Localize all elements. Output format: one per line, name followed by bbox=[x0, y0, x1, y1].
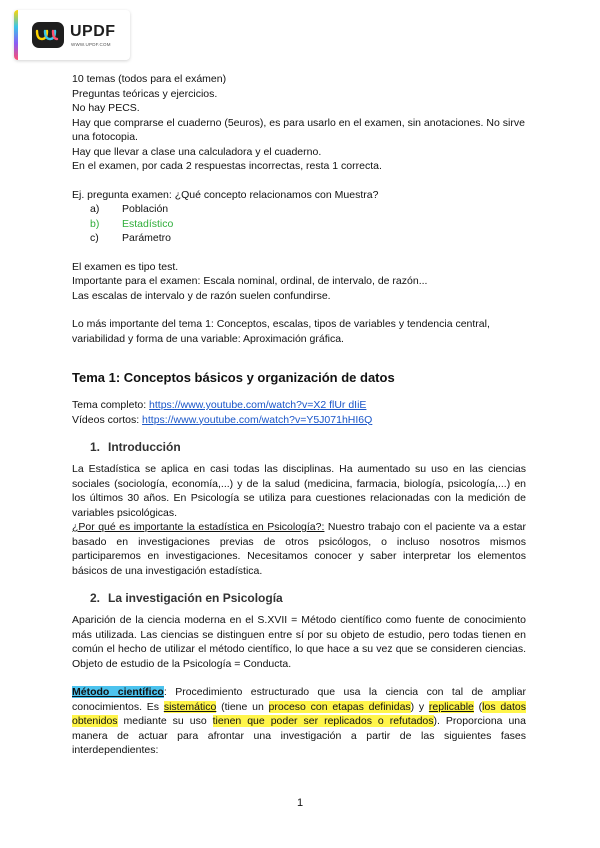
section1-question: ¿Por qué es importante la estadística en Psicología?: bbox=[72, 521, 325, 533]
highlight-datos: los datos obtenidos bbox=[72, 700, 527, 727]
page-number: 1 bbox=[296, 797, 304, 809]
option-text: Población bbox=[122, 203, 169, 215]
option-c bbox=[72, 231, 526, 246]
tema1-short-videos bbox=[72, 413, 526, 428]
logo-wordmark: UPDF bbox=[70, 23, 116, 40]
logo-url: WWW.UPDF.COM bbox=[71, 42, 111, 47]
section1-heading bbox=[72, 439, 526, 455]
section-title: La investigación en Psicología bbox=[108, 591, 283, 605]
intro-line: No hay PECS. bbox=[72, 102, 140, 114]
method-term: Método científico bbox=[72, 686, 164, 698]
short-videos-link[interactable]: https://www.youtube.com/watch?v=Y5J071hHI6Q bbox=[142, 413, 373, 426]
example-question: Ej. pregunta examen: ¿Qué concepto relacionamos con Muestra? bbox=[72, 188, 379, 201]
method-colon: : bbox=[163, 686, 167, 698]
method-text: ) y bbox=[410, 700, 429, 713]
method-text: (tiene un bbox=[216, 700, 269, 713]
option-label: b) bbox=[90, 217, 100, 230]
updf-logo-icon bbox=[32, 22, 64, 48]
tema1-full-video bbox=[72, 398, 526, 413]
exam-line: Las escalas de intervalo y de razón suelen confundirse. bbox=[72, 289, 331, 302]
intro-line: En el examen, por cada 2 respuestas incorrectas, resta 1 correcta. bbox=[72, 160, 382, 172]
section1-answer: Nuestro trabajo con el paciente va a estar basado en investigaciones previas de otros psicólogos, o incluso nosotros mismos participaremos en investigaciones. Necesitamos conocer y saber interpretar los elementos básicos de una investigación estadística. bbox=[72, 521, 527, 577]
section-number: 1. bbox=[90, 440, 101, 454]
full-video-link[interactable]: https://www.youtube.com/watch?v=X2 flUr dIiE bbox=[149, 399, 367, 411]
option-text: Estadístico bbox=[122, 217, 174, 230]
method-text: ( bbox=[473, 700, 483, 713]
section-title: Introducción bbox=[108, 440, 181, 454]
section2-heading bbox=[72, 590, 526, 606]
logo-color-bar bbox=[14, 10, 18, 60]
intro-line: Hay que comprarse el cuaderno (5euros), es para usarlo en el examen, sin anotaciones. No sirve una fotocopia. bbox=[72, 116, 525, 143]
method-text: mediante su uso bbox=[117, 715, 213, 727]
exam-line: Importante para el examen: Escala nominal, ordinal, de intervalo, de razón... bbox=[72, 275, 428, 287]
full-video-label: Tema completo: bbox=[72, 399, 150, 411]
important-note: Lo más importante del tema 1: Conceptos, escalas, tipos de variables y tendencia central, variabilidad y forma de una variable: Aproximación gráfica. bbox=[72, 318, 490, 345]
highlight-replicados: tienen que poder ser replicados o refutados bbox=[212, 715, 434, 727]
exam-line: El examen es tipo test. bbox=[72, 260, 179, 273]
option-a bbox=[72, 202, 526, 217]
highlight-sistematico: sistemático bbox=[163, 700, 217, 713]
document-body bbox=[72, 72, 526, 758]
method-paragraph bbox=[72, 685, 526, 758]
short-videos-label: Vídeos cortos: bbox=[72, 413, 143, 426]
intro-line: Preguntas teóricas y ejercicios. bbox=[72, 87, 218, 100]
intro-line: Hay que llevar a clase una calculadora y el cuaderno. bbox=[72, 145, 322, 158]
method-text: Procedimiento estructurado que usa la ciencia con tal de ampliar conocimientos. Es bbox=[72, 686, 526, 713]
method-text: ). Proporciona una manera de actuar para afrontar una investigación a partir de las siguientes fases interdependientes: bbox=[72, 715, 526, 756]
highlight-proceso: proceso con etapas definidas bbox=[268, 700, 411, 713]
section1-paragraph: La Estadística se aplica en casi todas las disciplinas. Ha aumentado su uso en las ciencias sociales (sociología, economía,...) y de la salud (medicina, farmacia, biología, psicología,...) en los últimos 30 años. En Psicología se utiliza para cuestiones relacionadas con la medición de variables psicológicas. bbox=[72, 463, 526, 519]
updf-logo bbox=[14, 10, 130, 60]
intro-line: 10 temas (todos para el exámen) bbox=[72, 73, 227, 85]
tema1-heading: Tema 1: Conceptos básicos y organización de datos bbox=[72, 370, 395, 385]
option-label: a) bbox=[90, 203, 100, 215]
highlight-replicable: replicable bbox=[428, 700, 474, 713]
section1-paragraph bbox=[72, 520, 526, 578]
section-number: 2. bbox=[90, 591, 101, 605]
option-text: Parámetro bbox=[122, 232, 172, 244]
section2-paragraph: Aparición de la ciencia moderna en el S.XVII = Método científico como fuente de conocimiento más utilizada. Las ciencias se distinguen entre sí por su objeto de estudio, pero todas tienen en común el hecho de utilizar el método científico, lo que hace a su vez que se consideren ciencias. Objeto de estudio de la Psicología = Conducta. bbox=[72, 614, 526, 670]
option-label: c) bbox=[90, 232, 99, 244]
option-b-correct bbox=[72, 217, 526, 232]
